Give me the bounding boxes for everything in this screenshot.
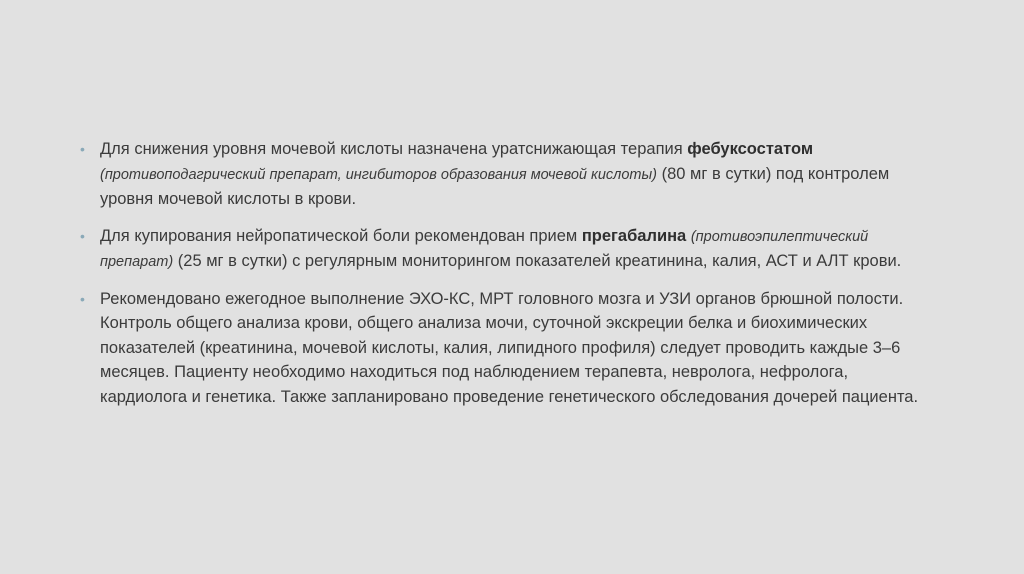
bullet-item-pregabalin [80, 224, 930, 275]
drug-note: (противоэпилептический препарат) [100, 228, 869, 270]
bullet-icon: • [80, 290, 85, 307]
bullet-text: Рекомендовано ежегодное выполнение ЭХО-КС, МРТ головного мозга и УЗИ органов брюшной полости. Контроль общего анализа крови, общего анализа мочи, суточной экскреции белка и биохимических показателей (креатинина, мочевой кислоты, калия, липидного профиля) следует проводить каждые 3–6 месяцев. Пациенту необходимо находиться под наблюдением терапевта, невролога, нефролога, кардиолога и генетика. Также запланировано проведение генетического обследования дочерей пациента. [100, 289, 919, 406]
bullet-text-tail: (80 мг в сутки) под контролем уровня мочевой кислоты в крови. [100, 164, 890, 208]
drug-name: фебуксостатом [687, 140, 814, 158]
drug-note: (противоподагрический препарат, ингибиторов образования мочевой кислоты) [100, 166, 658, 183]
bullet-item-febuxostat [80, 137, 930, 212]
drug-name: прегабалина [581, 226, 687, 245]
bullet-item-recommendations [80, 287, 930, 410]
bullet-icon: • [80, 141, 85, 157]
bullet-text-tail: (25 мг в сутки) с регулярным мониторингом показателей креатинина, калия, АСТ и АЛТ крови. [173, 252, 902, 270]
bullet-list [80, 137, 930, 421]
bullet-text: Для снижения уровня мочевой кислоты назначена уратснижающая терапия [100, 140, 688, 158]
bullet-icon: • [80, 227, 85, 244]
bullet-text: Для купирования нейропатической боли рекомендован прием [100, 226, 582, 245]
